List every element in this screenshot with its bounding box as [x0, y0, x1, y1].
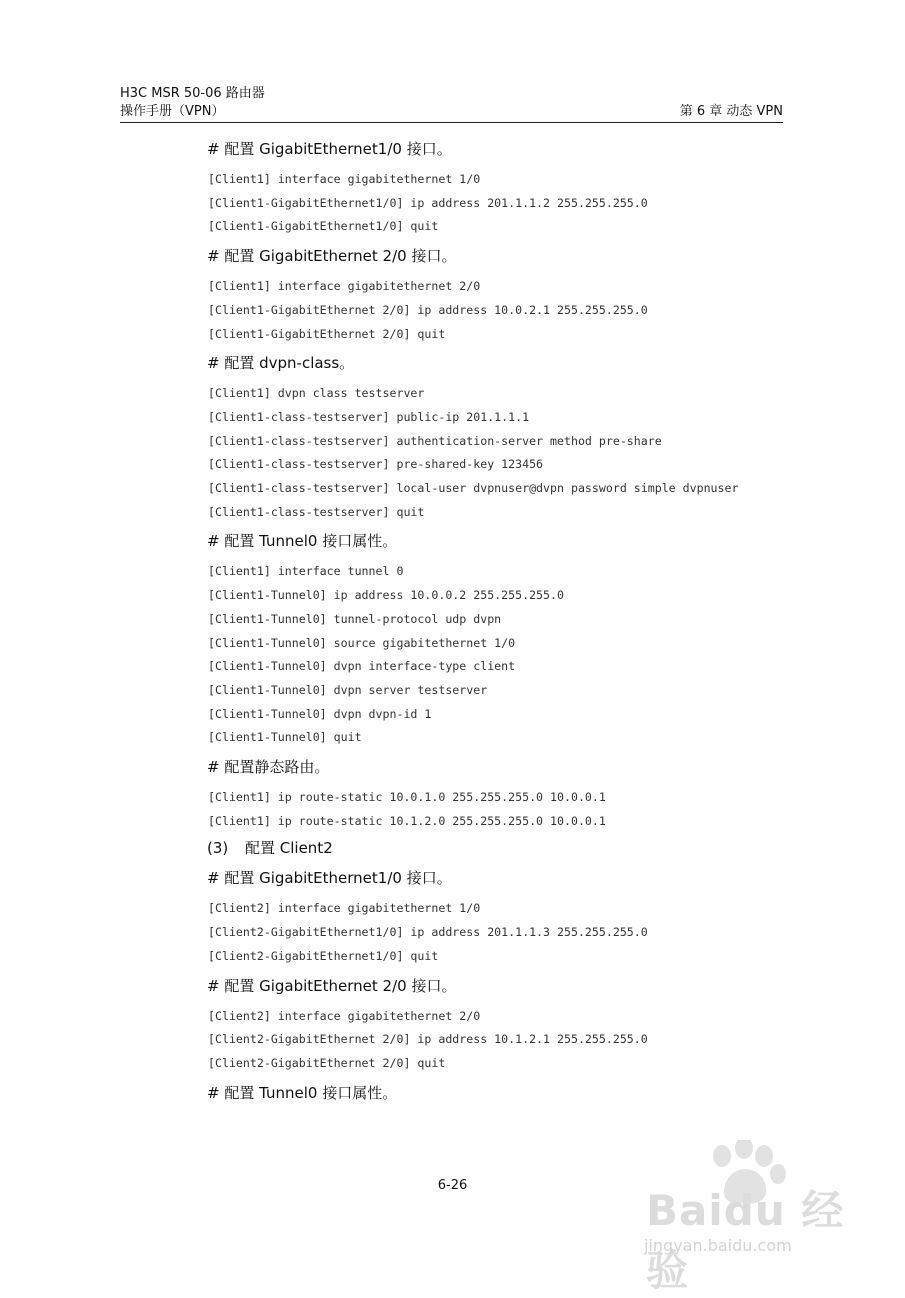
header-chapter: 第 6 章 动态 VPN [679, 104, 783, 119]
section-heading: # 配置 Tunnel0 接口属性。 [207, 1083, 398, 1102]
code-line: [Client1] interface gigabitethernet 1/0 [208, 172, 481, 186]
watermark-url: jingyan.baidu.com [644, 1236, 792, 1255]
code-line: [Client1-class-testserver] quit [208, 504, 425, 519]
code-line: [Client1] interface gigabitethernet 2/0 [208, 279, 481, 294]
section-heading: # 配置 GigabitEthernet 2/0 接口。 [207, 247, 457, 266]
watermark [640, 1140, 860, 1295]
code-line: [Client2-GigabitEthernet 2/0] ip address 10.1.2.1 255.255.255.0 [208, 1032, 648, 1047]
code-line: [Client1-GigabitEthernet 2/0] ip address 10.0.2.1 255.255.255.0 [208, 302, 648, 317]
code-line: [Client1-Tunnel0] tunnel-protocol udp dvpn [208, 611, 502, 626]
code-line: [Client1-GigabitEthernet 2/0] quit [208, 326, 446, 341]
code-line: [Client1-class-testserver] pre-shared-key 123456 [208, 457, 544, 472]
page-number: 6-26 [437, 1178, 468, 1193]
code-line: [Client1-Tunnel0] source gigabitethernet 1/0 [208, 635, 516, 650]
section-heading: # 配置静态路由。 [207, 758, 330, 776]
code-line: [Client1-GigabitEthernet1/0] quit [208, 219, 439, 234]
code-line: [Client1] ip route-static 10.0.1.0 255.255.255.0 10.0.0.1 [208, 790, 606, 804]
code-line: [Client1] dvpn class testserver [208, 386, 425, 401]
code-line: [Client1-Tunnel0] dvpn server testserver [208, 682, 488, 697]
code-line: [Client1-Tunnel0] quit [208, 730, 362, 745]
section-heading: # 配置 Tunnel0 接口属性。 [207, 532, 398, 551]
section-heading: # 配置 GigabitEthernet1/0 接口。 [207, 869, 452, 888]
code-line: [Client2-GigabitEthernet1/0] quit [208, 948, 439, 963]
code-line: [Client1-GigabitEthernet1/0] ip address 201.1.1.2 255.255.255.0 [208, 195, 648, 210]
code-line: [Client2-GigabitEthernet1/0] ip address 201.1.1.3 255.255.255.0 [208, 925, 648, 940]
code-line: [Client1] ip route-static 10.1.2.0 255.255.255.0 10.0.0.1 [208, 813, 606, 828]
step-heading [207, 838, 333, 858]
code-line: [Client2] interface gigabitethernet 1/0 [208, 901, 481, 916]
code-line: [Client2] interface gigabitethernet 2/0 [208, 1008, 481, 1023]
watermark-brand: Baidu 经验 [646, 1186, 845, 1295]
code-line: [Client1-class-testserver] authentication-server method pre-share [208, 433, 662, 448]
header-manual: 操作手册（VPN） [120, 104, 225, 119]
code-line: [Client2-GigabitEthernet 2/0] quit [208, 1055, 446, 1070]
header-product: H3C MSR 50-06 路由器 [120, 86, 265, 101]
code-line: [Client1-Tunnel0] dvpn interface-type client [208, 659, 516, 674]
code-line: [Client1-Tunnel0] ip address 10.0.0.2 255.255.255.0 [208, 588, 564, 603]
section-heading: # 配置 dvpn-class。 [207, 354, 355, 373]
code-line: [Client1-class-testserver] local-user dvpnuser@dvpn password simple dvpnuser [208, 481, 739, 495]
step-number: (3) [207, 839, 229, 858]
code-line: [Client1-Tunnel0] dvpn dvpn-id 1 [208, 706, 432, 721]
header-rule [120, 122, 783, 123]
step-label: 配置 Client2 [245, 839, 333, 858]
code-line: [Client1] interface tunnel 0 [208, 564, 404, 579]
section-heading: # 配置 GigabitEthernet 2/0 接口。 [207, 976, 457, 995]
section-heading: # 配置 GigabitEthernet1/0 接口。 [207, 140, 452, 158]
code-line: [Client1-class-testserver] public-ip 201.1.1.1 [208, 409, 530, 424]
